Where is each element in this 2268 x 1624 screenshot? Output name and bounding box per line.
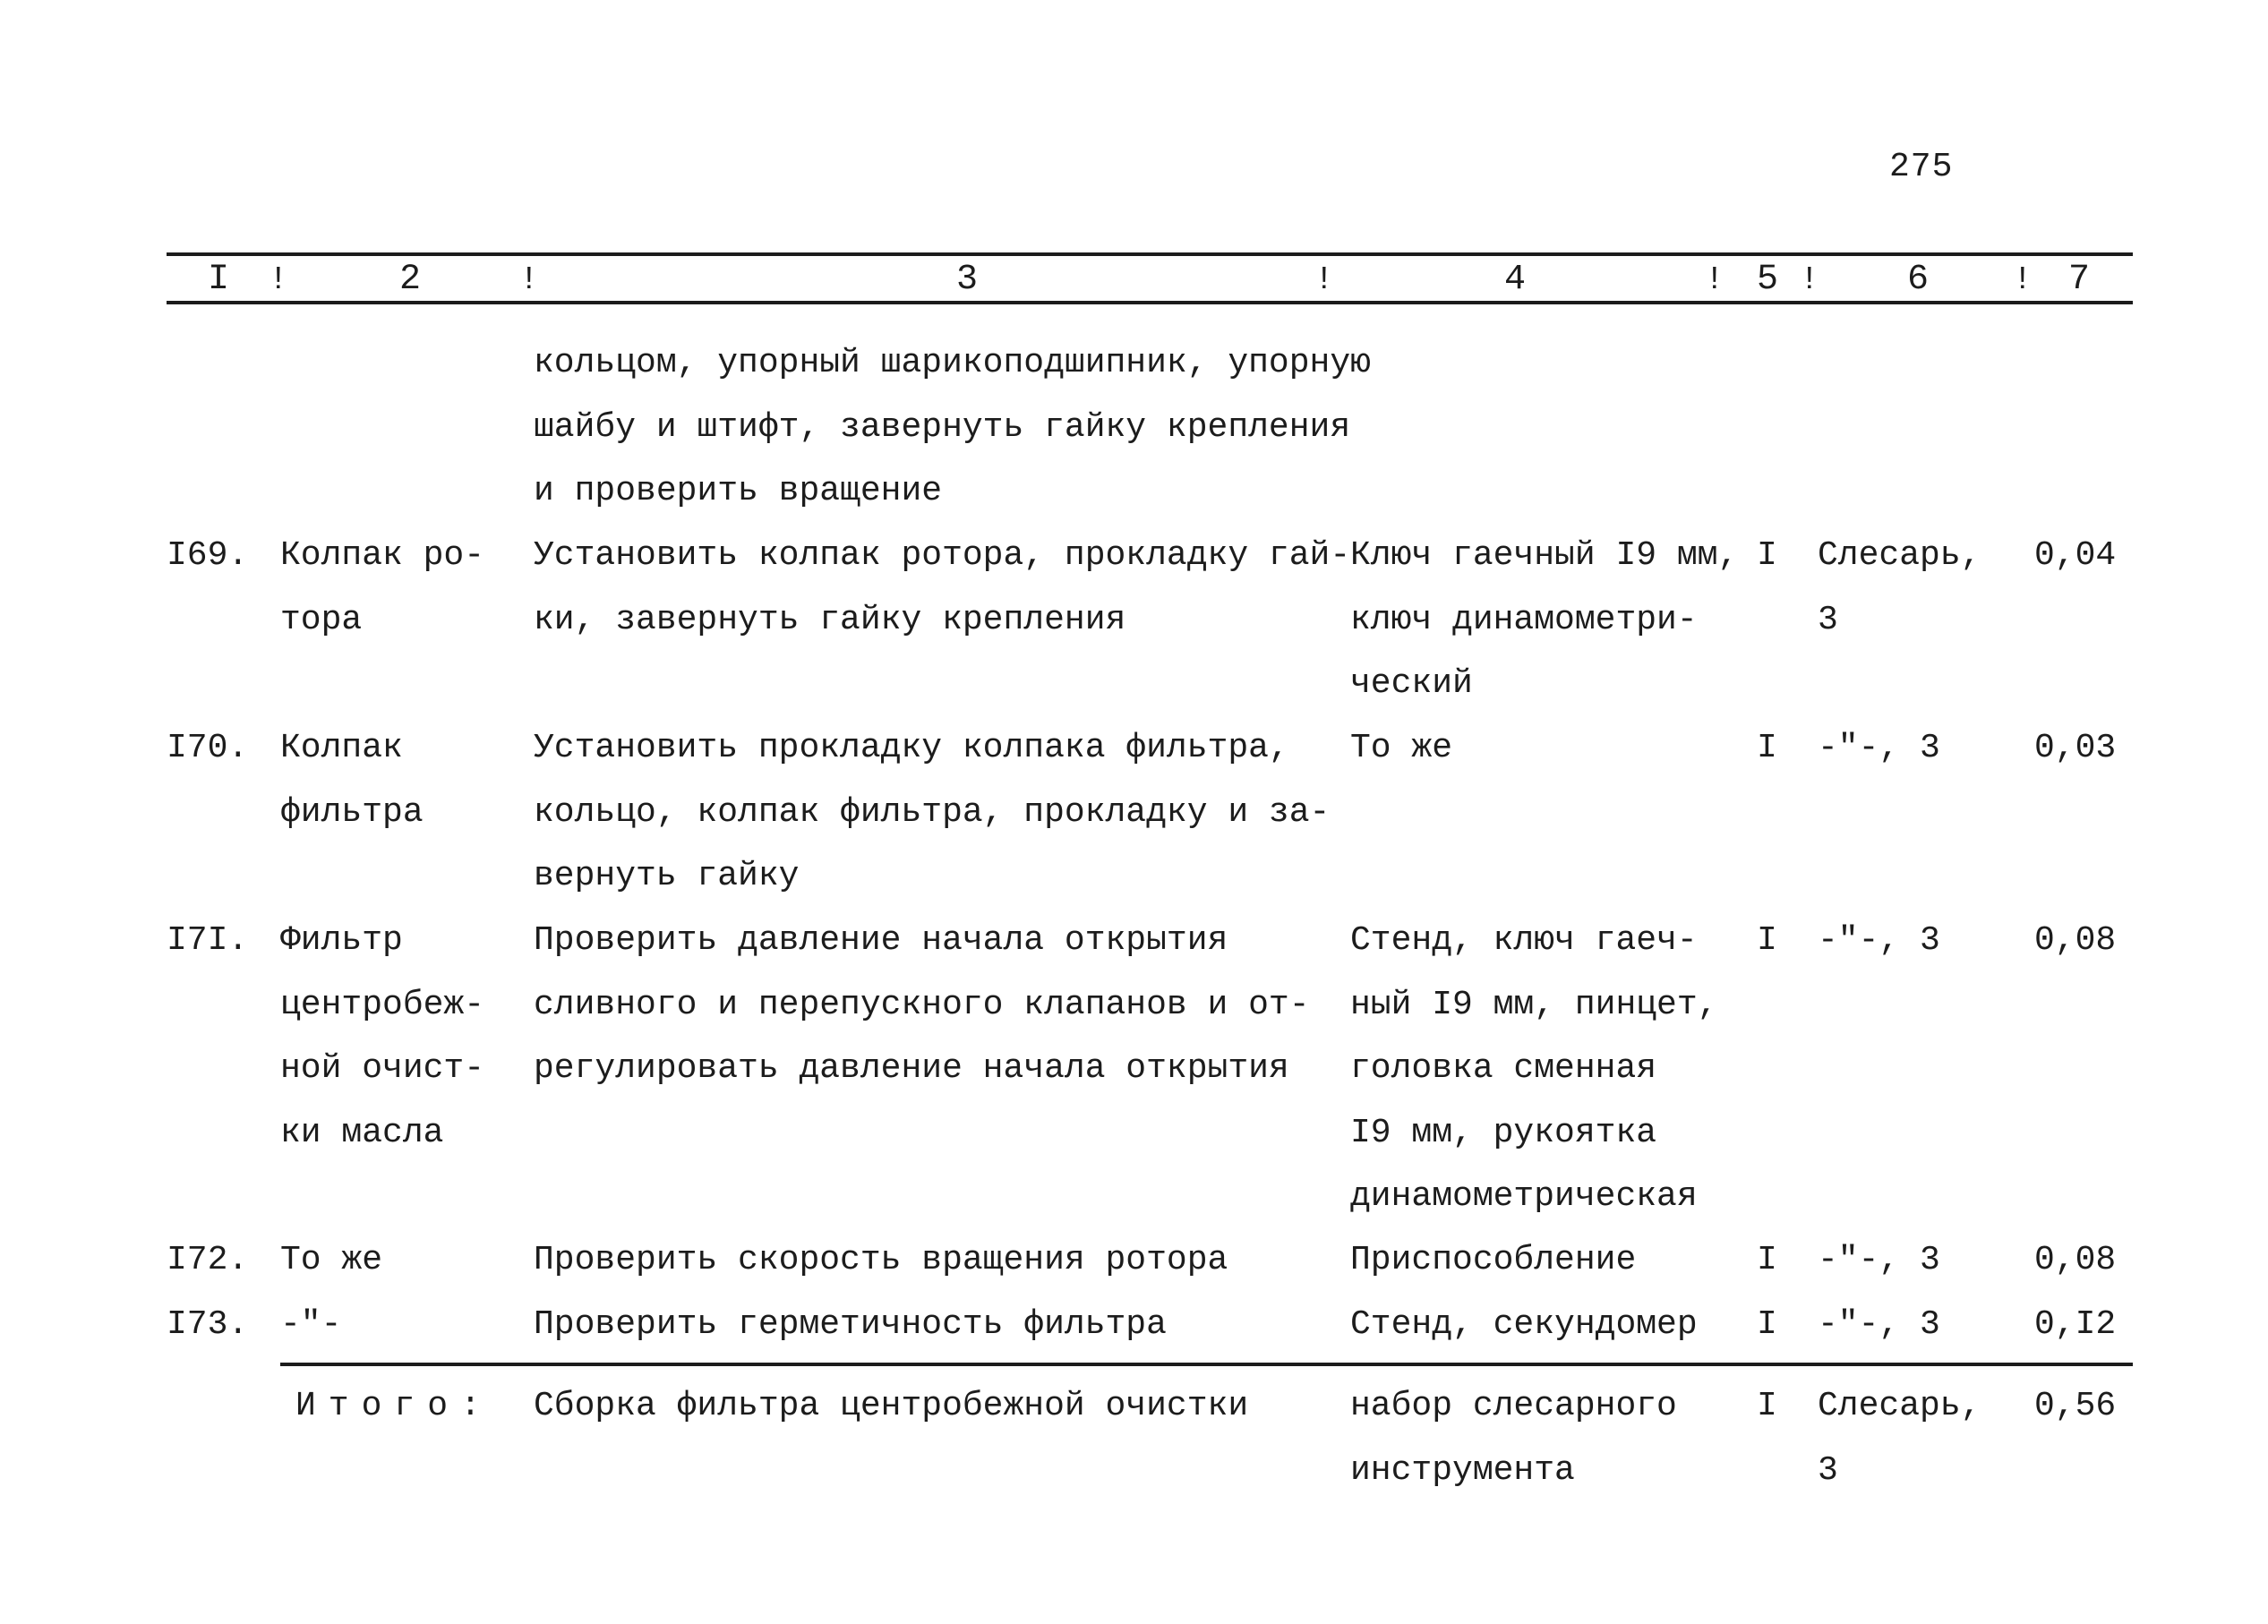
row-tools (1350, 716, 1452, 781)
header-separator: ! (1314, 261, 1334, 298)
column-header-2: 2 (399, 260, 422, 300)
text-line: Стенд, ключ гаеч- (1350, 921, 1698, 960)
row-operation (534, 524, 1350, 652)
text-line: Слесарь, (1818, 536, 1981, 575)
row-count: I (1757, 536, 1777, 575)
column-header-7: 7 (2068, 260, 2091, 300)
row-number: I73. (167, 1305, 249, 1344)
row-operation (534, 1293, 1167, 1357)
text-line: ный I9 мм, пинцет, (1350, 985, 1718, 1024)
text-line: 3 (1818, 600, 1838, 639)
text-line: ключ динамометри- (1350, 600, 1698, 639)
text-line: -"- (280, 1305, 342, 1344)
header-separator: ! (1800, 261, 1819, 298)
total-rule (280, 1363, 2133, 1366)
text-line: Колпак ро- (280, 536, 485, 575)
continuation-operation (534, 331, 1371, 524)
row-operation (534, 909, 1310, 1101)
text-line: тора (280, 600, 363, 639)
text-line: Колпак (280, 729, 403, 767)
total-worker (1818, 1374, 1981, 1502)
text-line: кольцом, упорный шарикоподшипник, упорную (534, 344, 1371, 382)
text-line: -"-, 3 (1818, 1241, 1940, 1279)
text-line: Проверить скорость вращения ротора (534, 1241, 1228, 1279)
text-line: ной очист- (280, 1049, 485, 1088)
text-line: То же (280, 1241, 383, 1279)
row-worker (1818, 909, 1940, 973)
total-count: I (1757, 1387, 1777, 1425)
text-line: Ключ гаечный I9 мм, (1350, 536, 1739, 575)
header-bottom-rule (167, 301, 2133, 304)
text-line: набор слесарного (1350, 1387, 1677, 1425)
header-top-rule (167, 252, 2133, 256)
total-operation: Сборка фильтра центробежной очистки (534, 1387, 1249, 1425)
text-line: Проверить герметичность фильтра (534, 1305, 1167, 1344)
row-part (280, 524, 484, 652)
text-line: I9 мм, рукоятка (1350, 1113, 1657, 1152)
row-part (280, 909, 484, 1165)
text-line: Приспособление (1350, 1241, 1637, 1279)
text-line: Установить колпак ротора, прокладку гай- (534, 536, 1351, 575)
header-separator: ! (2013, 261, 2033, 298)
row-part (280, 1293, 341, 1357)
text-line: ки масла (280, 1113, 444, 1152)
row-count: I (1757, 921, 1777, 960)
row-time: 0,08 (2034, 1241, 2117, 1279)
page-number: 275 (1889, 148, 1954, 186)
row-tools (1350, 1293, 1698, 1357)
row-part (280, 1228, 382, 1293)
text-line: Стенд, секундомер (1350, 1305, 1698, 1344)
text-line: -"-, 3 (1818, 1305, 1940, 1344)
column-header-5: 5 (1757, 260, 1779, 300)
text-line: и проверить вращение (534, 472, 943, 510)
row-worker (1818, 1293, 1940, 1357)
text-line: ческий (1350, 664, 1473, 703)
text-line: фильтра (280, 792, 424, 832)
total-time: 0,56 (2034, 1387, 2117, 1425)
row-number: I70. (167, 729, 249, 767)
row-operation (534, 1228, 1228, 1293)
row-tools (1350, 524, 1738, 716)
row-worker (1818, 524, 1981, 652)
text-line: 3 (1818, 1450, 1838, 1490)
text-line: Слесарь, (1818, 1387, 1981, 1425)
row-time: 0,03 (2034, 729, 2117, 767)
row-tools (1350, 1228, 1636, 1293)
row-number: I7I. (167, 921, 249, 960)
row-time: 0,04 (2034, 536, 2117, 575)
text-line: динамометрическая (1350, 1177, 1698, 1216)
column-header-6: 6 (1907, 260, 1930, 300)
text-line: Проверить давление начала открытия (534, 921, 1228, 960)
header-separator: ! (1705, 261, 1725, 298)
text-line: -"-, 3 (1818, 921, 1940, 960)
text-line: Фильтр (280, 921, 403, 960)
total-tools (1350, 1374, 1677, 1502)
column-header-3: 3 (956, 260, 979, 300)
text-line: вернуть гайку (534, 857, 800, 895)
column-header-4: 4 (1504, 260, 1527, 300)
row-count: I (1757, 1241, 1777, 1279)
text-line: кольцо, колпак фильтра, прокладку и за- (534, 792, 1331, 832)
text-line: То же (1350, 729, 1453, 767)
text-line: -"-, 3 (1818, 729, 1940, 767)
row-tools (1350, 909, 1717, 1229)
text-line: Установить прокладку колпака фильтра, (534, 729, 1289, 767)
total-label: Итого: (295, 1387, 493, 1425)
row-count: I (1757, 1305, 1777, 1344)
row-part (280, 716, 424, 844)
text-line: ки, завернуть гайку крепления (534, 600, 1126, 639)
row-operation (534, 716, 1330, 909)
text-line: инструмента (1350, 1450, 1575, 1490)
row-count: I (1757, 729, 1777, 767)
text-line: регулировать давление начала открытия (534, 1049, 1289, 1088)
row-time: 0,I2 (2034, 1305, 2117, 1344)
row-number: I69. (167, 536, 249, 575)
row-worker (1818, 716, 1940, 781)
header-separator: ! (519, 261, 539, 298)
text-line: сливного и перепускного клапанов и от- (534, 985, 1310, 1024)
text-line: шайбу и штифт, завернуть гайку крепления (534, 407, 1351, 447)
row-number: I72. (167, 1241, 249, 1279)
column-header-1: I (208, 260, 230, 300)
row-time: 0,08 (2034, 921, 2117, 960)
row-worker (1818, 1228, 1940, 1293)
text-line: головка сменная (1350, 1049, 1657, 1088)
header-separator: ! (269, 261, 288, 298)
text-line: центробеж- (280, 985, 485, 1024)
